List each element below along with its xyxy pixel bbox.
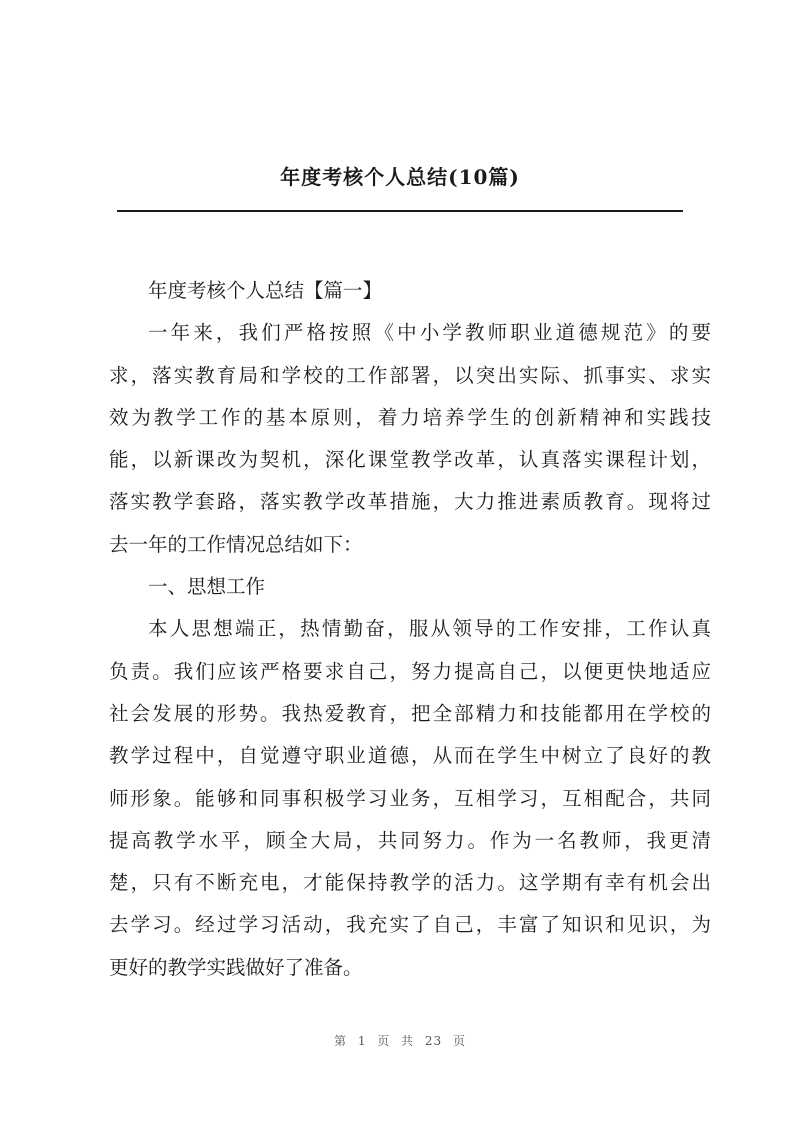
paragraph-line: 落实教学套路，落实教学改革措施，大力推进素质教育。现将过 xyxy=(109,490,711,514)
paragraph-line: 求，落实教育局和学校的工作部署，以突出实际、抓事实、求实 xyxy=(109,363,711,387)
paragraph-line: 提高教学水平，顾全大局，共同努力。作为一名教师，我更清 xyxy=(109,828,711,852)
paragraph-line: 教学过程中，自觉遵守职业道德，从而在学生中树立了良好的教 xyxy=(109,744,711,768)
section-heading: 年度考核个人总结【篇一】 xyxy=(148,279,383,302)
paragraph-line: 本人思想端正，热情勤奋，服从领导的工作安排，工作认真 xyxy=(148,617,711,641)
page-number: 第 1 页 共 23 页 xyxy=(334,1034,466,1048)
subsection-heading: 一、思想工作 xyxy=(148,575,266,599)
document-body xyxy=(109,270,711,989)
paragraph-line: 一年来，我们严格按照《中小学教师职业道德规范》的要 xyxy=(148,321,711,345)
document-title: 年度考核个人总结(10篇) xyxy=(280,165,520,189)
paragraph-line: 效为教学工作的基本原则，着力培养学生的创新精神和实践技 xyxy=(109,405,711,429)
paragraph-line: 能，以新课改为契机，深化课堂教学改革，认真落实课程计划， xyxy=(109,448,711,472)
paragraph-line: 楚，只有不断充电，才能保持教学的活力。这学期有幸有机会出 xyxy=(109,871,711,895)
paragraph-line: 去学习。经过学习活动，我充实了自己，丰富了知识和见识，为 xyxy=(109,913,711,937)
paragraph-line: 负责。我们应该严格要求自己，努力提高自己，以便更快地适应 xyxy=(109,659,711,683)
title-divider xyxy=(117,210,683,212)
paragraph-line: 去一年的工作情况总结如下： xyxy=(109,532,363,556)
paragraph-line: 更好的教学实践做好了准备。 xyxy=(109,955,363,979)
paragraph-line: 社会发展的形势。我热爱教育，把全部精力和技能都用在学校的 xyxy=(109,701,711,725)
paragraph-line: 师形象。能够和同事积极学习业务，互相学习，互相配合，共同 xyxy=(109,786,711,810)
